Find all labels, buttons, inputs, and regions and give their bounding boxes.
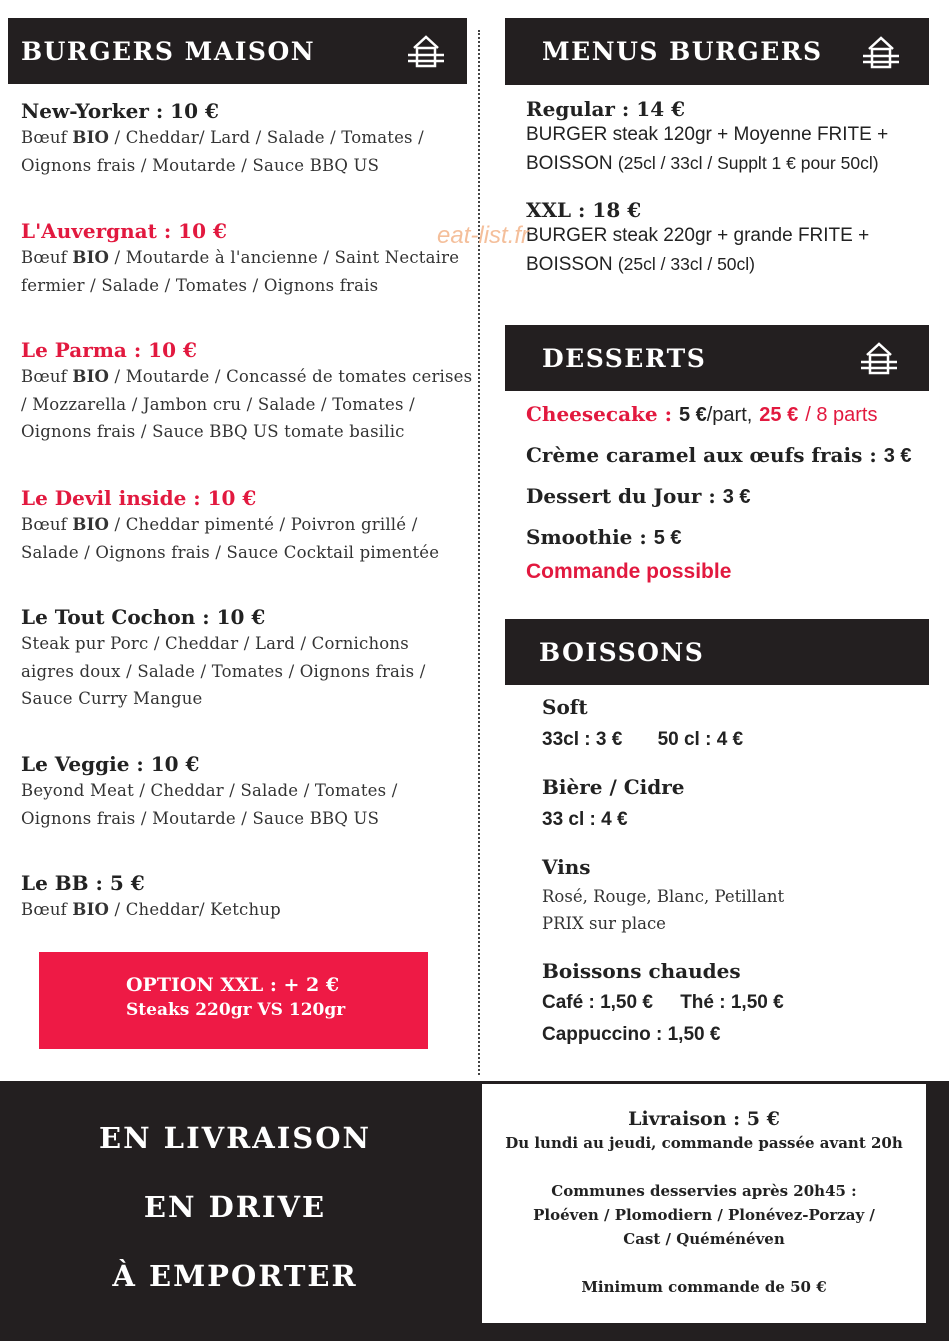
item-title: Le Tout Cochon : 10 € <box>21 605 266 629</box>
cheesecake-unit: /part, <box>706 404 753 426</box>
jour-name: Dessert du Jour : <box>526 484 716 508</box>
menu-regular-line2 <box>526 149 926 178</box>
menu-xxl-desc <box>526 222 926 279</box>
menu-xxl-sizes: (25cl / 33cl / 50cl) <box>617 254 755 274</box>
communes-title: Communes desservies après 20h45 : <box>551 1182 857 1200</box>
item-title: Le Veggie : 10 € <box>21 752 200 776</box>
dessert-creme-caramel <box>526 443 912 468</box>
house-icon <box>406 34 446 68</box>
menu-item-parma <box>21 337 476 446</box>
biere-title: Bière / Cidre <box>542 775 685 799</box>
item-desc: Bœuf BIO / Moutarde à l'ancienne / Saint Nectaire fermier / Salade / Tomates / Oignons frais <box>21 248 460 295</box>
vins-line1: Rosé, Rouge, Blanc, Petillant <box>542 887 785 906</box>
menu-xxl-boisson: BOISSON <box>526 254 613 275</box>
menu-regular <box>526 97 926 178</box>
banner-drive: EN DRIVE <box>143 1190 327 1224</box>
banner-emporter: À EMPORTER <box>112 1259 358 1293</box>
vins-title: Vins <box>542 855 591 879</box>
dessert-smoothie <box>526 525 682 550</box>
menu-regular-title: Regular : 14 € <box>526 97 685 121</box>
commande-possible: Commande possible <box>526 560 732 583</box>
communes-list-1: Ploéven / Plomodiern / Plonévez-Porzay / <box>533 1206 875 1224</box>
banner-livraison: EN LIVRAISON <box>98 1121 372 1155</box>
menu-regular-boisson: BOISSON <box>526 153 613 174</box>
soft-50-price: 50 cl : 4 € <box>657 729 744 750</box>
option-xxl-box <box>39 952 428 1049</box>
item-title: L'Auvergnat : 10 € <box>21 219 227 243</box>
vins-line2: PRIX sur place <box>542 914 666 933</box>
watermark: eat-list.fr <box>437 222 530 249</box>
smoothie-price: 5 € <box>653 527 682 549</box>
livraison-days: Du lundi au jeudi, commande passée avant 20h <box>505 1134 903 1152</box>
menu-xxl-title: XXL : 18 € <box>526 198 642 222</box>
menu-item-veggie <box>21 751 476 832</box>
creme-name: Crème caramel aux œufs frais : <box>526 443 877 467</box>
menu-xxl-line2 <box>526 250 926 279</box>
jour-price: 3 € <box>722 486 751 508</box>
menu-xxl-line1: BURGER steak 220gr + grande FRITE + <box>526 225 870 246</box>
soft-33-price: 33cl : 3 € <box>542 729 623 750</box>
soft-title: Soft <box>542 695 588 719</box>
minimum-commande: Minimum commande de 50 € <box>581 1278 827 1296</box>
cafe-price: Café : 1,50 € <box>542 992 653 1013</box>
menus-header <box>505 18 929 85</box>
chaudes-line1 <box>542 992 784 1014</box>
menu-item-devil-inside <box>21 485 476 566</box>
cheesecake-parts: / 8 parts <box>805 404 878 426</box>
item-title: Le BB : 5 € <box>21 871 145 895</box>
soft-prices <box>542 729 743 751</box>
option-xxl-detail: Steaks 220gr VS 120gr <box>126 1000 346 1020</box>
dessert-du-jour <box>526 484 751 509</box>
menu-item-new-yorker <box>21 98 476 179</box>
creme-price: 3 € <box>883 445 912 467</box>
item-desc: Steak pur Porc / Cheddar / Lard / Cornichons aigres doux / Salade / Tomates / Oignons frais / Sauce Curry Mangue <box>21 634 426 708</box>
cheesecake-price: 5 € <box>678 404 707 426</box>
item-title: New-Yorker : 10 € <box>21 99 219 123</box>
item-desc: Bœuf BIO / Cheddar pimenté / Poivron grillé / Salade / Oignons frais / Sauce Cocktail pimentée <box>21 515 440 562</box>
the-price: Thé : 1,50 € <box>680 992 784 1013</box>
cheesecake-whole-price: 25 € <box>759 404 799 426</box>
option-xxl-title: OPTION XXL : + 2 € <box>126 974 340 996</box>
menu-item-auvergnat <box>21 218 476 299</box>
item-desc: Bœuf BIO / Cheddar/ Lard / Salade / Tomates / Oignons frais / Moutarde / Sauce BBQ US <box>21 128 424 175</box>
house-icon <box>861 35 901 69</box>
desserts-header <box>505 325 929 391</box>
house-icon <box>859 341 899 375</box>
livraison-title: Livraison : 5 € <box>628 1108 780 1130</box>
menus-header-title: MENUS BURGERS <box>542 37 823 66</box>
item-desc: Bœuf BIO / Moutarde / Concassé de tomates cerises / Mozzarella / Jambon cru / Salade / Tomates / Oignons frais / Sauce BBQ US tomate basilic <box>21 367 473 441</box>
item-title: Le Parma : 10 € <box>21 338 197 362</box>
burgers-header-title: BURGERS MAISON <box>21 36 316 66</box>
delivery-info-box <box>480 1082 928 1325</box>
smoothie-name: Smoothie : <box>526 525 647 549</box>
menu-regular-sizes: (25cl / 33cl / Supplt 1 € pour 50cl) <box>617 153 879 173</box>
desserts-header-title: DESSERTS <box>542 343 707 373</box>
column-divider <box>478 30 480 1075</box>
cappuccino-price: Cappuccino : 1,50 € <box>542 1024 721 1045</box>
menu-regular-desc <box>526 121 926 178</box>
menu-regular-line1: BURGER steak 120gr + Moyenne FRITE + <box>526 124 889 145</box>
item-desc: Beyond Meat / Cheddar / Salade / Tomates / Oignons frais / Moutarde / Sauce BBQ US <box>21 781 398 828</box>
cheesecake-name: Cheesecake : <box>526 402 672 426</box>
boissons-header <box>505 619 929 685</box>
biere-price: 33 cl : 4 € <box>542 809 628 830</box>
dessert-cheesecake <box>526 402 877 427</box>
item-desc: Bœuf BIO / Cheddar/ Ketchup <box>21 900 281 919</box>
menu-xxl <box>526 198 926 279</box>
burgers-header <box>8 18 467 84</box>
boissons-header-title: BOISSONS <box>539 637 705 667</box>
chaudes-title: Boissons chaudes <box>542 959 741 983</box>
communes-list-2: Cast / Quéménéven <box>623 1230 785 1248</box>
item-title: Le Devil inside : 10 € <box>21 486 257 510</box>
menu-item-tout-cochon <box>21 604 476 713</box>
menu-item-bb <box>21 870 476 924</box>
